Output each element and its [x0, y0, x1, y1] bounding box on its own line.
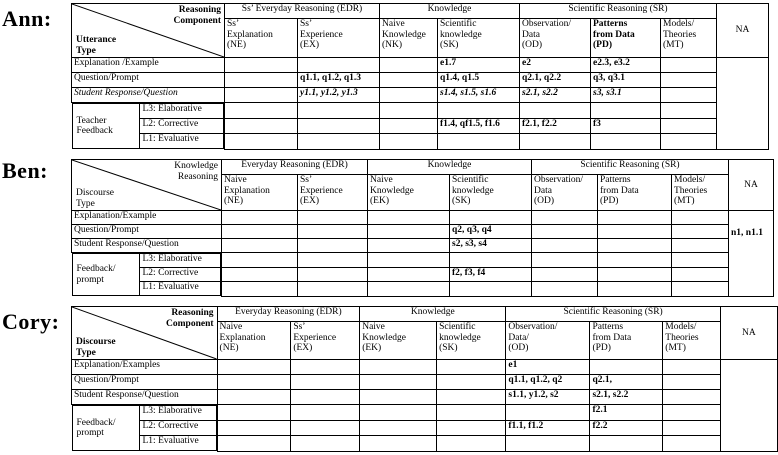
- cory-row-explanation: Explanation/Examples: [72, 360, 218, 375]
- ben-col-od: Observation/ Data (OD): [532, 175, 598, 211]
- ann-col-pd: Patterns from Data (PD): [591, 19, 661, 58]
- ben-row-l2: L2: Corrective: [139, 268, 221, 282]
- cory-corner-header: Reasoning Component Discourse Type: [72, 307, 218, 360]
- ann-cell-sr-ex: y1.1, y1.2, y1.3: [298, 88, 380, 103]
- ben-row-feedback: Feedback/ prompt: [72, 254, 139, 296]
- cory-row-feedback: Feedback/ prompt: [72, 406, 139, 451]
- cory-cell-qp-od: q1.1, q1.2, q2: [506, 375, 590, 390]
- cory-col-pd: Patterns from Data (PD): [590, 322, 663, 360]
- ben-row-question: Question/Prompt: [72, 225, 222, 239]
- ann-na-column: [717, 58, 769, 150]
- cory-col-nk: Naive Knowledge (EK): [360, 322, 437, 360]
- ben-col-ex: Ss’ Experience (EX): [298, 175, 368, 211]
- ann-cell-sr-pd: s3, s3.1: [591, 88, 661, 103]
- ann-label: Ann:: [2, 6, 52, 31]
- cory-col-ne: Naive Explanation (NE): [217, 322, 291, 360]
- ann-group-sr: Scientific Reasoning (SR): [520, 4, 717, 19]
- cory-row-student-response: Student Response/Question: [72, 390, 218, 405]
- ann-na-header: NA: [717, 4, 769, 58]
- ann-col-od: Observation/ Data (OD): [520, 19, 591, 58]
- ben-group-sr: Scientific Reasoning (SR): [532, 160, 729, 175]
- ann-col-ex: Ss’ Experience (EX): [298, 19, 380, 58]
- ann-row-l3: L3: Elaborative: [139, 104, 224, 119]
- ann-cell-expl-pd: e2.3, e3.2: [591, 58, 661, 73]
- ann-row-explanation: Explanation /Example: [72, 58, 225, 73]
- cory-col-od: Observation/ Data/ (OD): [506, 322, 590, 360]
- ann-cell-qp-pd: q3, q3.1: [591, 73, 661, 88]
- cory-cell-sr-od: s1.1, y1.2, s2: [506, 390, 590, 405]
- ben-col-nk: Naive Knowledge (EK): [368, 175, 450, 211]
- ann-col-mt: Models/ Theories (MT): [661, 19, 717, 58]
- ann-row-teacher-feedback: Teacher Feedback: [72, 104, 139, 149]
- ann-row-student-response: Student Response/Question: [72, 88, 225, 103]
- ann-cell-qp-od: q2.1, q2.2: [520, 73, 591, 88]
- ann-cell-qp-sk: q1.4, q1.5: [438, 73, 520, 88]
- ben-corner-header: Knowledge Reasoning Discourse Type: [72, 160, 222, 211]
- ben-cell-qp-na: n1, n1.1: [729, 211, 774, 297]
- cory-cell-sr-pd: s2.1, s2.2: [590, 390, 663, 405]
- ben-feedback-group: [72, 253, 222, 297]
- cory-cell-l3-pd: f2.1: [590, 405, 663, 421]
- ann-corner-header: Reasoning Component Utterance Type: [72, 4, 225, 58]
- ben-row-l3: L3: Elaborative: [139, 254, 221, 268]
- cory-col-mt: Models/ Theories (MT): [663, 322, 721, 360]
- ben-label: Ben:: [2, 158, 48, 183]
- ann-group-knowledge: Knowledge: [380, 4, 520, 19]
- ben-group-knowledge: Knowledge: [368, 160, 532, 175]
- ben-table: [71, 159, 774, 297]
- ann-col-sk: Scientific knowledge (SK): [438, 19, 520, 58]
- ben-col-pd: Patterns from Data (PD): [598, 175, 672, 211]
- cory-row-question: Question/Prompt: [72, 375, 218, 390]
- cory-table: [71, 306, 778, 452]
- cory-cell-expl-od: e1: [506, 360, 590, 375]
- ann-row-l2: L2: Corrective: [139, 119, 224, 134]
- cory-cell-qp-pd: q2.1,: [590, 375, 663, 390]
- ben-group-edr: Everyday Reasoning (EDR): [222, 160, 368, 175]
- ann-group-edr: Ss’ Everyday Reasoning (EDR): [225, 4, 380, 19]
- ben-cell-qp-sk: q2, q3, q4: [450, 225, 532, 239]
- ann-feedback-group: [72, 103, 225, 150]
- ann-cell-l2-pd: f3: [591, 118, 661, 134]
- cory-cell-l2-od: f1.1, f1.2: [506, 420, 590, 436]
- ben-col-ne: Naive Explanation (NE): [222, 175, 298, 211]
- cory-group-edr: Everyday Reasoning (EDR): [217, 307, 360, 322]
- ann-col-nk: Naive Knowledge (NK): [380, 19, 438, 58]
- ann-col-ne: Ss’ Explanation (NE): [225, 19, 298, 58]
- cory-col-ex: Ss’ Experience (EX): [291, 322, 360, 360]
- ann-cell-expl-sk: e1.7: [438, 58, 520, 73]
- ann-cell-expl-od: e2: [520, 58, 591, 73]
- ann-table: [71, 3, 769, 150]
- ann-row-l1: L1: Evaluative: [139, 134, 224, 149]
- cory-na-header: NA: [720, 307, 777, 360]
- ben-row-l1: L1: Evaluative: [139, 282, 221, 296]
- ben-col-mt: Models/ Theories (MT): [672, 175, 729, 211]
- ann-cell-sr-sk: s1.4, s1.5, s1.6: [438, 88, 520, 103]
- ben-cell-sr-sk: s2, s3, s4: [450, 239, 532, 253]
- cory-na-column: [720, 360, 777, 452]
- ben-na-header: NA: [729, 160, 774, 211]
- ann-cell-l2-od: f2.1, f2.2: [520, 118, 591, 134]
- cory-row-l3: L3: Elaborative: [139, 406, 216, 421]
- cory-cell-l2-pd: f2.2: [590, 420, 663, 436]
- cory-group-sr: Scientific Reasoning (SR): [506, 307, 720, 322]
- cory-col-sk: Scientific knowledge (SK): [437, 322, 506, 360]
- cory-group-knowledge: Knowledge: [360, 307, 506, 322]
- ann-cell-qp-ex: q1.1, q1.2, q1.3: [298, 73, 380, 88]
- cory-row-l2: L2: Corrective: [139, 421, 216, 436]
- ann-cell-sr-od: s2.1, s2.2: [520, 88, 591, 103]
- ann-cell-l2-sk: f1.4, qf1.5, f1.6: [438, 118, 520, 134]
- ben-col-sk: Scientific knowledge (SK): [450, 175, 532, 211]
- cory-row-l1: L1: Evaluative: [139, 436, 216, 451]
- cory-label: Cory:: [2, 309, 60, 334]
- ben-cell-l2-sk: f2, f3, f4: [450, 267, 532, 282]
- ben-row-explanation: Explanation/Example: [72, 211, 222, 225]
- cory-feedback-group: [72, 405, 218, 452]
- ann-row-question: Question/Prompt: [72, 73, 225, 88]
- ben-row-student-response: Student Response/Question: [72, 239, 222, 253]
